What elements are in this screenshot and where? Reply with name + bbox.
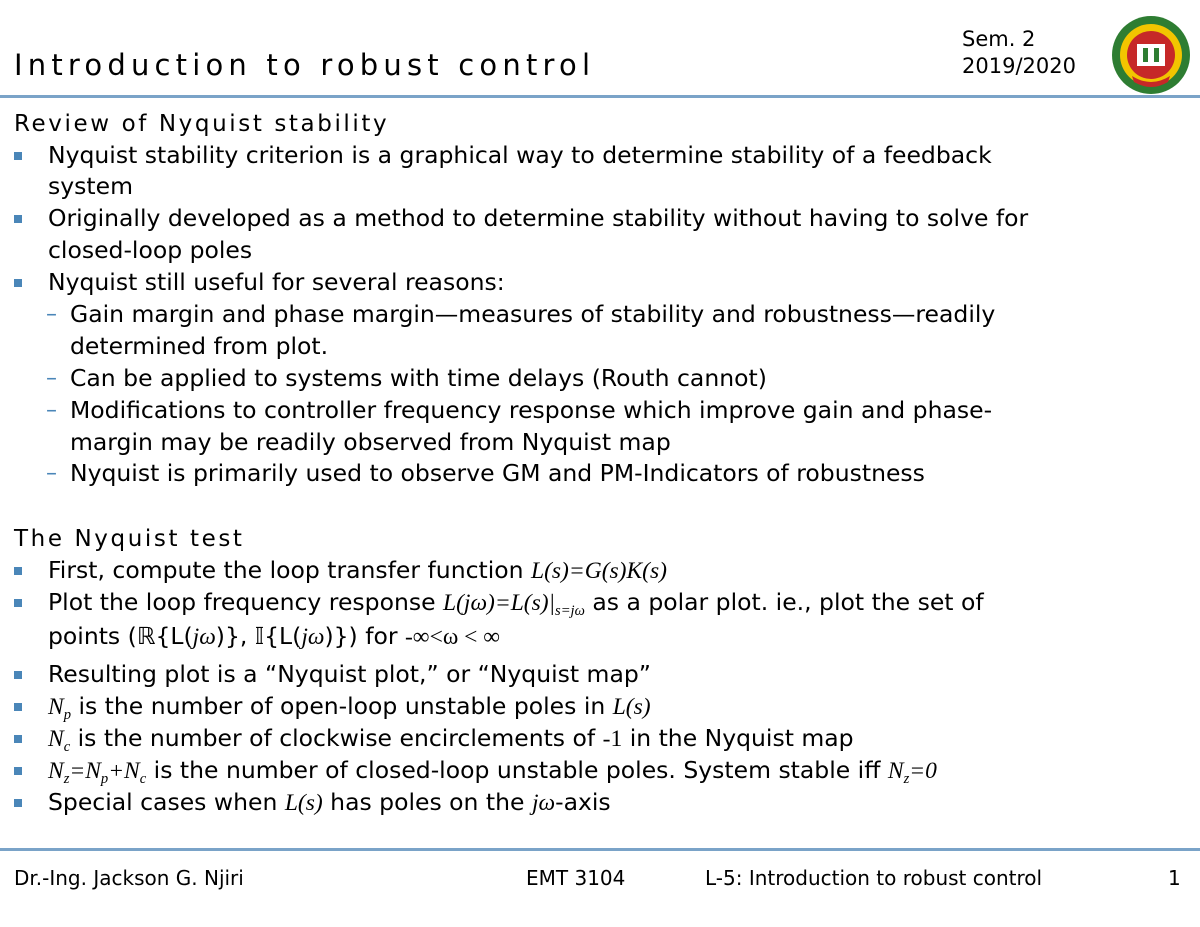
bullet-marker: [14, 799, 22, 807]
bullet-marker: [14, 735, 22, 743]
footer-lecture-title: L-5: Introduction to robust control: [705, 866, 1043, 890]
bullet-marker: [14, 152, 22, 160]
page-title: Introduction to robust control: [14, 48, 596, 82]
bullet-text: closed-loop poles: [48, 236, 253, 264]
sub-bullet-text: Nyquist is primarily used to observe GM and PM-Indicators of robustness: [70, 459, 925, 487]
bullet-marker: [14, 215, 22, 223]
sub-bullet-text: determined from plot.: [70, 332, 329, 360]
bullet-text: $N_p$ is the number of open-loop unstable poles in L(s): [48, 692, 651, 724]
bullet-text: Resulting plot is a “Nyquist plot,” or “Nyquist map”: [48, 660, 651, 688]
bullet-marker: [14, 567, 22, 575]
bullet-marker: [14, 703, 22, 711]
sub-bullet-dash: –: [46, 461, 57, 486]
bullet-marker: [14, 279, 22, 287]
semester-label: Sem. 2: [962, 27, 1036, 51]
sub-bullet-text: Modifications to controller frequency response which improve gain and phase-: [70, 396, 993, 424]
footer-author: Dr.-Ing. Jackson G. Njiri: [14, 866, 244, 890]
bullet-marker: [14, 599, 22, 607]
bullet-text-continued: points (ℝ{L(jω)}, 𝕀{L(jω)}) for -∞<ω < ∞: [48, 622, 501, 650]
academic-year: 2019/2020: [962, 54, 1076, 78]
section-heading-review: Review of Nyquist stability: [14, 111, 390, 137]
sub-bullet-text: margin may be readily observed from Nyquist map: [70, 428, 671, 456]
page-number: 1: [1168, 866, 1181, 890]
sub-bullet-text: Gain margin and phase margin—measures of stability and robustness—readily: [70, 300, 996, 328]
footer-course-code: EMT 3104: [526, 866, 626, 890]
sub-bullet-dash: –: [46, 366, 57, 391]
bullet-text: system: [48, 172, 133, 200]
sub-bullet-dash: –: [46, 398, 57, 423]
bullet-marker: [14, 767, 22, 775]
bullet-marker: [14, 671, 22, 679]
bullet-text: Nyquist stability criterion is a graphical way to determine stability of a feedback: [48, 141, 992, 169]
bullet-text: Originally developed as a method to determine stability without having to solve for: [48, 204, 1029, 232]
footer-rule: [0, 848, 1200, 851]
bullet-text: $N_z=N_p+N_c$ is the number of closed-loop unstable poles. System stable iff $N_z=0$: [48, 756, 937, 788]
university-crest-icon: [1110, 14, 1192, 96]
bullet-text: Special cases when L(s) has poles on the jω-axis: [48, 788, 611, 816]
sub-bullet-dash: –: [46, 302, 57, 327]
bullet-text: Plot the loop frequency response $L(j\omega)=L(s)|_{s=j\omega}$ as a polar plot. ie., plot the set of: [48, 588, 984, 620]
semester-info: [962, 26, 1102, 80]
header-rule: [0, 95, 1200, 98]
section-heading-nyquist-test: The Nyquist test: [14, 526, 245, 552]
bullet-text: First, compute the loop transfer function L(s)=G(s)K(s): [48, 556, 667, 584]
sub-bullet-text: Can be applied to systems with time delays (Routh cannot): [70, 364, 767, 392]
bullet-text: Nyquist still useful for several reasons:: [48, 268, 505, 296]
bullet-text: $N_c$ is the number of clockwise encirclements of -1 in the Nyquist map: [48, 724, 854, 756]
